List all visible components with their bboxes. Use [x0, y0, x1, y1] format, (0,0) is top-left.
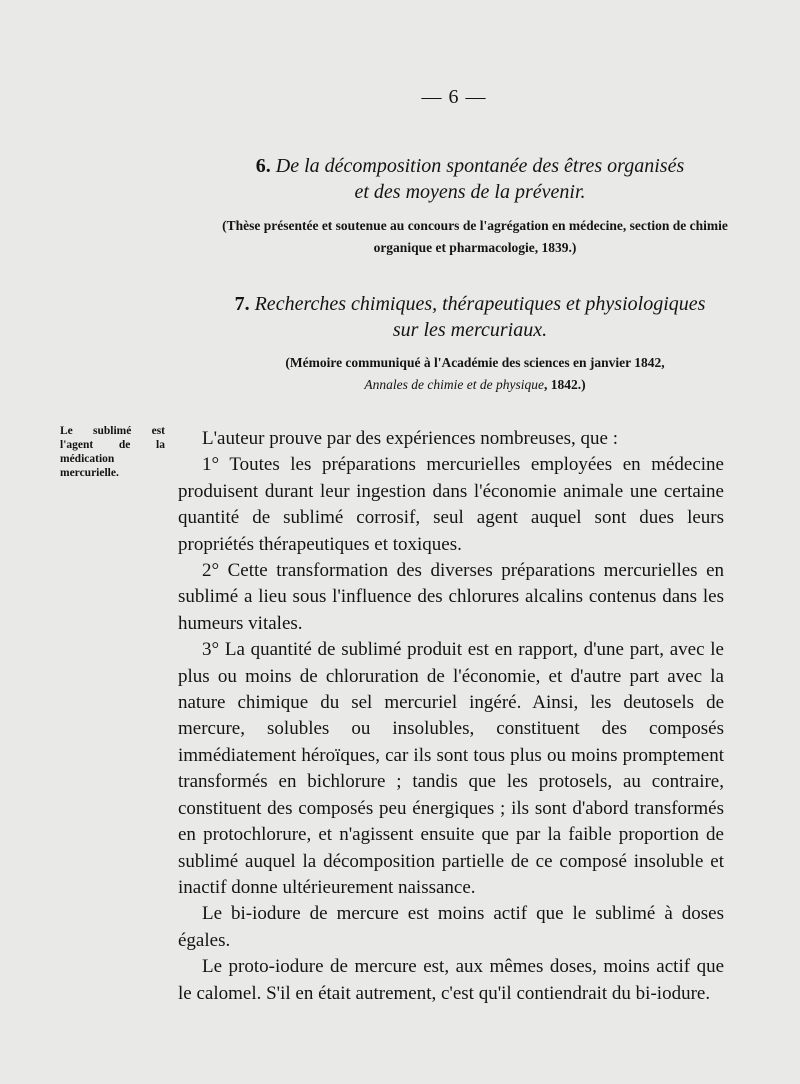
entry-7-note-line1: (Mémoire communiqué à l'Académie des sciences en janvier 1842,: [285, 355, 665, 370]
paragraph-point-2: 2° Cette transformation des diverses préparations mercurielles en sublimé a lieu sous l'influence des chlorures alcalins contenus dans les humeurs vitales.: [178, 560, 724, 634]
paragraph-point-3: 3° La quantité de sublimé produit est en rapport, d'une part, avec le plus ou moins de chloruration de l'économie, et d'autre part avec la nature chimique du sel mercuriel ingéré. Ainsi, les deutosels de mercure, solubles ou insolubles, constituent des composés immédiatement héroïques, car ils sont tous plus ou moins promptement transformés en bichlorure ; tandis que les protosels, au contraire, constituent des composés peu énergiques ; ils sont d'abord transformés en protochlorure, et n'agissent ensuite que par la faible proportion de sublimé auquel la décomposition partielle de ce composé insoluble et inactif donne ultérieurement naissance.: [178, 639, 724, 898]
entry-7-journal-title: Annales de chimie et de physique: [364, 377, 544, 392]
entry-6-note: [160, 215, 790, 259]
paragraph-bi-iodure: Le bi-iodure de mercure est moins actif que le sublimé à doses égales.: [178, 903, 724, 951]
entry-7-title: [150, 291, 790, 343]
entry-6-note-line1: (Thèse présentée et soutenue au concours de l'agrégation en médecine, section de chimie: [222, 218, 728, 233]
paragraph-proto-iodure: Le proto-iodure de mercure est, aux mêmes doses, moins actif que le calomel. S'il en était autrement, c'est qu'il contiendrait du bi-iodure.: [178, 956, 724, 1004]
entry-6-title-line2: et des moyens de la prévenir.: [354, 181, 586, 203]
entry-7-note: [160, 352, 790, 396]
entry-7-note-line2-rest: , 1842.): [543, 377, 586, 392]
paragraph-point-1: 1° Toutes les préparations mercurielles employées en médecine produisent durant leur ingestion dans l'économie animale une certaine quantité de sublimé corrosif, seul agent auquel sont dues leurs propriétés thérapeutiques et toxiques.: [178, 454, 724, 555]
entry-6-number: 6.: [255, 155, 271, 177]
page-number: — 6 —: [421, 86, 487, 108]
entry-7-number: 7.: [234, 293, 250, 315]
margin-note: Le sublimé est l'agent de la médication mercurielle.: [60, 425, 165, 479]
entry-7-title-line2: sur les mercuriaux.: [392, 319, 548, 341]
paragraph-intro: L'auteur prouve par des expériences nombreuses, que :: [202, 428, 618, 449]
body-text: [178, 426, 724, 1007]
entry-7-title-line1: Recherches chimiques, thérapeutiques et physiologiques: [254, 293, 706, 315]
entry-6-note-line2: organique et pharmacologie, 1839.): [373, 240, 577, 255]
entry-6-title: [150, 153, 790, 205]
entry-6-title-line1: De la décomposition spontanée des êtres organisés: [275, 155, 685, 177]
